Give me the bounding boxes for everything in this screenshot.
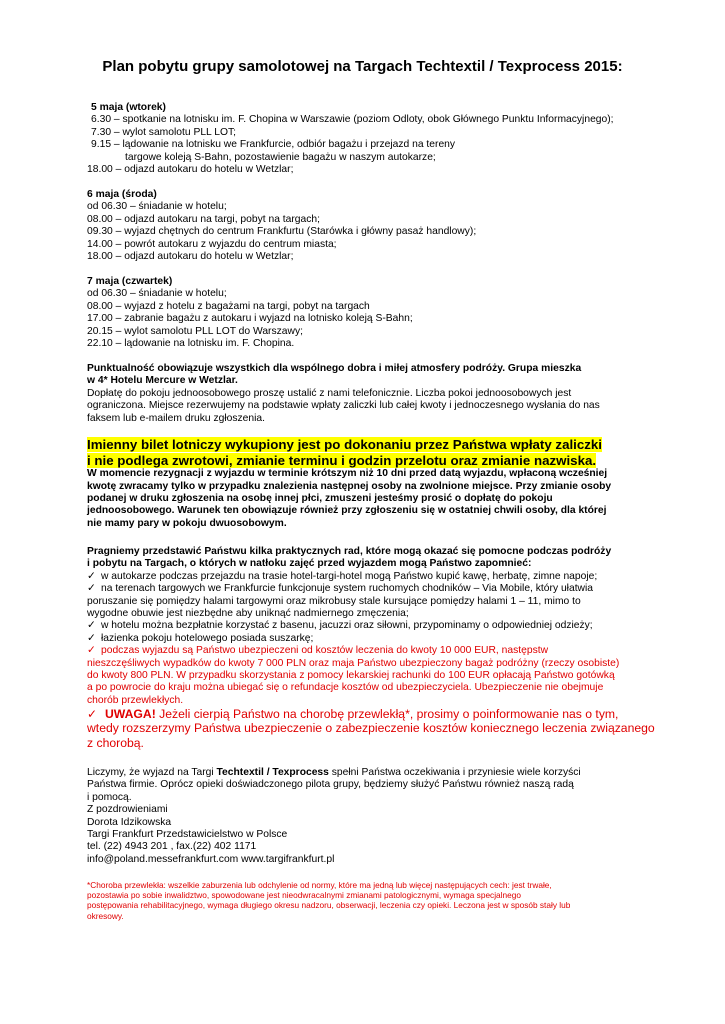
warning-item: ✓ UWAGA! Jeżeli cierpią Państwo na chorobę przewlekłą*, prosimy o poinformowanie nas o tym,: [87, 707, 619, 722]
check-icon: ✓: [87, 570, 96, 582]
ticket-highlight-line: Imienny bilet lotniczy wykupiony jest po dokonaniu przez Państwa wpłaty zaliczki: [87, 437, 602, 452]
cancellation-line: W momencie rezygnacji z wyjazdu w terminie krótszym niż 10 dni przed datą wyjazdu, wpłaconą wcześniej: [87, 468, 608, 480]
insurance-item: ✓ podczas wyjazdu są Państwo ubezpieczeni od kosztów leczenia do kwoty 10 000 EUR, następstw: [87, 645, 549, 657]
page-title: Plan pobytu grupy samolotowej na Targach Techtextil / Texprocess 2015:: [102, 58, 623, 75]
ticket-section: [87, 437, 647, 530]
day2-line: 08.00 – odjazd autokaru na targi, pobyt na targach;: [87, 213, 320, 225]
tip-item: ✓ na terenach targowych we Frankfurcie funkcjonuje system ruchomych chodników – Via Mobile, który ułatwia: [87, 583, 594, 595]
day1-line: 6.30 – spotkanie na lotnisku im. F. Chopina w Warszawie (poziom Odloty, obok Głównego Punktu Informacyjnego);: [91, 114, 614, 126]
warning-label: UWAGA!: [105, 707, 156, 722]
hotel-section: [87, 363, 647, 425]
check-icon: ✓: [87, 707, 98, 722]
tip-item: ✓ łazienka pokoju hotelowego posiada suszarkę;: [87, 632, 314, 644]
footnote-section: [87, 880, 647, 921]
day1-line: 7.30 – wylot samolotu PLL LOT;: [91, 126, 236, 138]
day3-line: 08.00 – wyjazd z hotelu z bagażami na targi, pobyt na targach: [87, 300, 370, 312]
insurance-line: nieszczęśliwych wypadków do kwoty 7 000 PLN oraz maja Państwo ubezpieczony bagaż podróżny (rzeczy osobiste): [87, 657, 620, 669]
day3-line: od 06.30 – śniadanie w hotelu;: [87, 288, 227, 300]
day2-heading: 6 maja (środa): [87, 189, 157, 200]
tips-intro-line: i pobytu na Targach, o których w natłoku zajęć przed wyjazdem mogą Państwo zapomnieć:: [87, 558, 532, 570]
company-name: Targi Frankfurt Przedstawicielstwo w Polsce: [87, 829, 288, 841]
day3-section: [87, 276, 647, 350]
closing-section: [87, 767, 647, 866]
punctuality-line: w 4* Hotelu Mercure w Wetzlar.: [87, 375, 238, 387]
single-room-line: ograniczona. Miejsce rezerwujemy na podstawie wpłaty zaliczki lub całej kwoty i jednoczesnego wysłania do nas: [87, 400, 600, 412]
check-icon: ✓: [87, 583, 96, 595]
day3-line: 22.10 – lądowanie na lotnisku im. F. Chopina.: [87, 338, 295, 350]
ticket-highlight-line: i nie podlega zwrotowi, zmianie terminu i godzin przelotu oraz zmianie nazwiska.: [87, 452, 597, 468]
day3-heading: 7 maja (czwartek): [87, 276, 173, 287]
signature-name: Dorota Idzikowska: [87, 816, 172, 828]
punctuality-line: Punktualność obowiązuje wszystkich dla wspólnego dobra i miłej atmosfery podróży. Grupa mieszka: [87, 363, 582, 374]
day1-line: 18.00 – odjazd autokaru do hotelu w Wetzlar;: [87, 164, 294, 176]
contact-email-web: info@poland.messefrankfurt.com www.targifrankfurt.pl: [87, 853, 335, 865]
insurance-line: a po powrocie do kraju można ubiegać się o refundacje kosztów od ubezpieczyciela. Ubezpieczenie nie obejmuje: [87, 682, 604, 694]
closing-line: i pomocą.: [87, 791, 132, 803]
greeting: Z pozdrowieniami: [87, 804, 168, 816]
tip-item: ✓ w hotelu można bezpłatnie korzystać z basenu, jacuzzi oraz siłowni, przypominamy o odpowiedniej odzieży;: [87, 620, 593, 632]
tip-item-continued: poruszanie się pomiędzy halami targowymi oraz mikrobusy stale kursujące pomiędzy halami 1 – 11, mimo to: [87, 595, 581, 607]
tips-section: [87, 546, 655, 750]
closing-line: Państwa firmie. Oprócz opieki doświadczonego pilota grupy, będziemy służyć Państwu również naszą radą: [87, 779, 574, 791]
day1-line: 9.15 – lądowanie na lotnisku we Frankfurcie, odbiór bagażu i przejazd na tereny: [91, 139, 456, 151]
day1-section: [87, 102, 647, 176]
tips-intro-line: Pragniemy przedstawić Państwu kilka praktycznych rad, które mogą okazać się pomocne podczas podróży: [87, 546, 612, 557]
footnote-line: *Choroba przewlekła: wszelkie zaburzenia lub odchylenie od normy, które ma jedną lub więcej następujących cech: jest trwałe,: [87, 880, 552, 890]
warning-line: z chorobą.: [87, 735, 144, 750]
tip-item: ✓ w autokarze podczas przejazdu na trasie hotel-targi-hotel mogą Państwo kupić kawę, herbatę, zimne napoje;: [87, 570, 598, 582]
contact-phone: tel. (22) 4943 201 , fax.(22) 402 1171: [87, 841, 257, 853]
day2-line: 18.00 – odjazd autokaru do hotelu w Wetzlar;: [87, 251, 294, 263]
single-room-line: Dopłatę do pokoju jednoosobowego proszę ustalić z nami telefonicznie. Liczba pokoi jednoosobowych jest: [87, 387, 572, 399]
cancellation-line: jednoosobowego. Warunek ten obowiązuje również przy zgłoszeniu się w ostatniej chwili osoby, dla której: [87, 505, 607, 517]
check-icon: ✓: [87, 645, 96, 657]
warning-line: wtedy rozszerzymy Państwa ubezpieczenie o zabezpieczenie kosztów koniecznego leczenia związanego: [87, 721, 655, 736]
day1-line: targowe koleją S-Bahn, pozostawienie bagażu w naszym autokarze;: [125, 151, 436, 163]
single-room-line: faksem lub e-mailem druku zgłoszenia.: [87, 412, 265, 424]
cancellation-line: nie mamy pary w pokoju dwuosobowym.: [87, 517, 287, 529]
closing-line: Liczymy, że wyjazd na Targi Techtextil / Texprocess spełni Państwa oczekiwania i przyniesie wiele korzyści: [87, 767, 581, 778]
day2-line: od 06.30 – śniadanie w hotelu;: [87, 201, 227, 213]
insurance-line: chorób przewlekłych.: [87, 694, 184, 706]
day1-heading: 5 maja (wtorek): [91, 102, 166, 113]
day2-section: [87, 189, 647, 263]
day2-line: 14.00 – powrót autokaru z wyjazdu do centrum miasta;: [87, 238, 337, 250]
day2-line: 09.30 – wyjazd chętnych do centrum Frankfurtu (Starówka i główny pasaż handlowy);: [87, 226, 477, 238]
footnote-line: okresowy.: [87, 910, 124, 921]
day3-line: 20.15 – wylot samolotu PLL LOT do Warszawy;: [87, 325, 303, 337]
insurance-line: do kwoty 800 PLN. W przypadku skorzystania z pomocy lekarskiej rachunki do 100 EUR opłacają Państwo gotówką: [87, 670, 615, 682]
cancellation-line: podanej w druku zgłoszenia na osobę innej płci, zmuszeni jesteśmy prosić o dopłatę do pokoju: [87, 493, 553, 504]
footnote-line: postępowania rehabilitacyjnego, wymaga długiego okresu nadzoru, obserwacji, leczenia czy opieki. Leczona jest w sposób stały lub: [87, 900, 571, 911]
footnote-line: pozostawia po sobie inwalidztwo, spowodowane jest nieodwracalnymi zmianami patologicznymi, wymaga specjalnego: [87, 890, 521, 901]
check-icon: ✓: [87, 620, 96, 632]
cancellation-line: kwotę zwracamy tylko w przypadku znalezienia następnej osoby na zwolnione miejsce. Przy zmianie osoby: [87, 480, 612, 492]
tip-item-continued: wygodne obuwie jest niezbędne aby uniknąć nadmiernego zmęczenia;: [87, 608, 409, 620]
check-icon: ✓: [87, 632, 96, 644]
day3-line: 17.00 – zabranie bagażu z autokaru i wyjazd na lotnisko koleją S-Bahn;: [87, 313, 413, 325]
